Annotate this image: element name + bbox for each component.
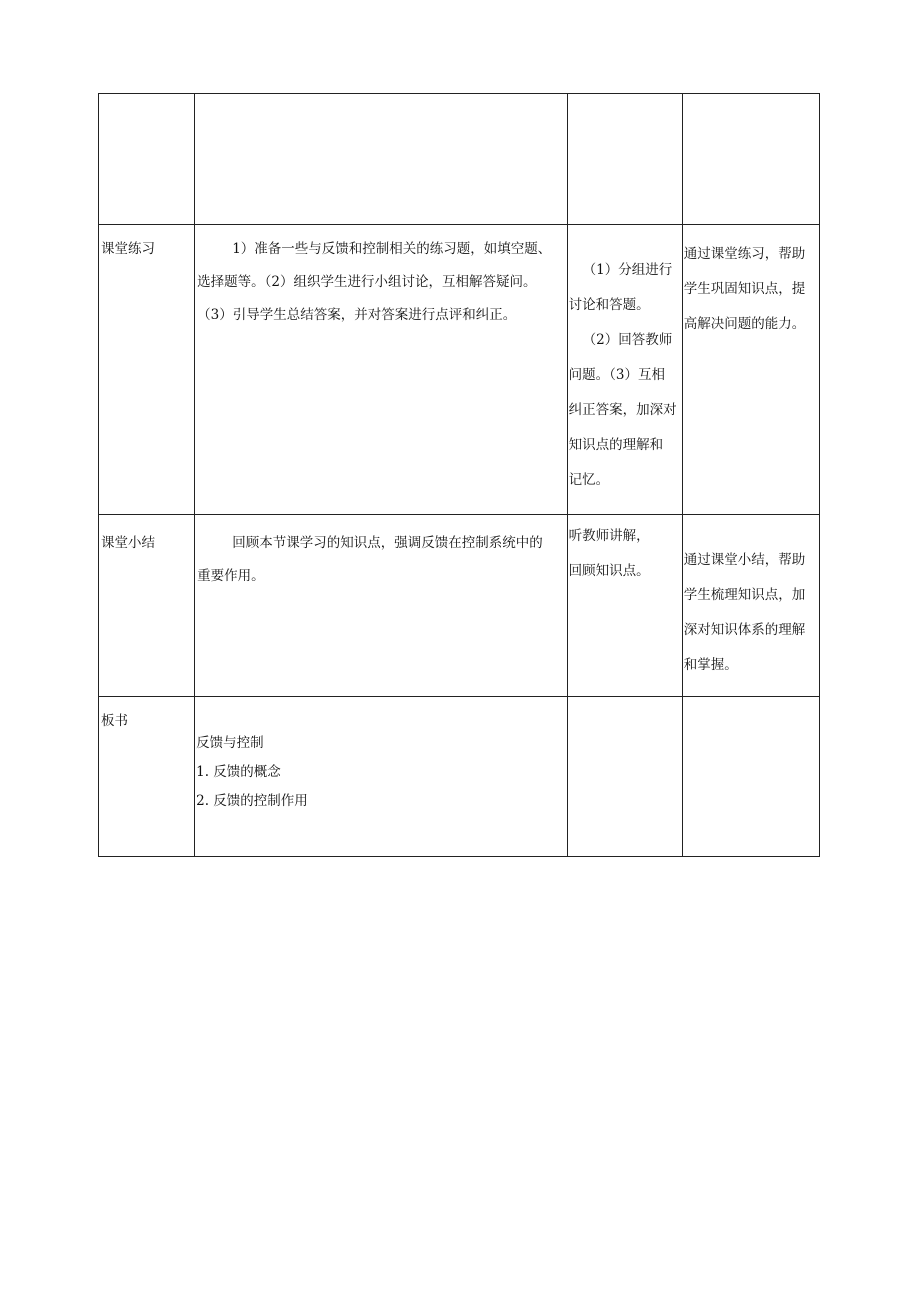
stage-cell — [99, 94, 195, 225]
table-row — [99, 697, 820, 857]
stage-cell — [99, 697, 195, 857]
stage-label: 课堂练习 — [101, 241, 155, 257]
text-line: 学生巩固知识点，提 — [683, 281, 806, 297]
stage-cell — [99, 225, 195, 515]
text-line: 讨论和答题。 — [568, 297, 650, 313]
design-intent-cell — [682, 94, 819, 225]
text-line: （1）分组进行 — [582, 262, 673, 278]
teacher-activity-cell — [195, 94, 568, 225]
board-item: 1. 反馈的概念 — [196, 764, 281, 780]
board-item: 2. 反馈的控制作用 — [196, 793, 308, 809]
stage-label: 板书 — [101, 713, 128, 729]
text-line: 听教师讲解， — [568, 528, 650, 544]
student-activity-cell — [567, 225, 682, 515]
text-line: 通过课堂小结，帮助 — [683, 552, 806, 568]
text-line: 高解决问题的能力。 — [683, 316, 806, 332]
text-line: 选择题等。（2）组织学生进行小组讨论，互相解答疑问。 — [197, 274, 537, 290]
design-intent-cell — [682, 225, 819, 515]
text-line: 回顾本节课学习的知识点，强调反馈在控制系统中的 — [232, 535, 543, 551]
text-line: 重要作用。 — [197, 568, 265, 584]
teacher-activity-cell — [195, 515, 568, 697]
text-line: 1）准备一些与反馈和控制相关的练习题，如填空题、 — [232, 241, 552, 257]
table-row — [99, 94, 820, 225]
blackboard-cell — [195, 697, 568, 857]
text-line: 知识点的理解和 — [568, 437, 664, 453]
text-line: 深对知识体系的理解 — [683, 622, 806, 638]
text-line: 纠正答案，加深对 — [568, 402, 677, 418]
teacher-activity-cell — [195, 225, 568, 515]
text-line: （3）引导学生总结答案，并对答案进行点评和纠正。 — [197, 307, 517, 323]
design-intent-cell — [682, 697, 819, 857]
student-activity-cell — [567, 697, 682, 857]
student-activity-cell — [567, 515, 682, 697]
board-heading: 反馈与控制 — [196, 735, 264, 751]
text-line: 问题。（3）互相 — [568, 367, 665, 383]
text-line: 通过课堂练习，帮助 — [683, 246, 806, 262]
text-line: （2）回答教师 — [582, 332, 673, 348]
table-row — [99, 515, 820, 697]
text-line: 学生梳理知识点，加 — [683, 587, 806, 603]
table-row — [99, 225, 820, 515]
student-activity-cell — [567, 94, 682, 225]
text-line: 回顾知识点。 — [568, 563, 650, 579]
lesson-plan-table — [98, 93, 820, 857]
stage-label: 课堂小结 — [101, 535, 155, 551]
text-line: 和掌握。 — [683, 657, 738, 673]
text-line: 记忆。 — [568, 472, 610, 488]
stage-cell — [99, 515, 195, 697]
design-intent-cell — [682, 515, 819, 697]
